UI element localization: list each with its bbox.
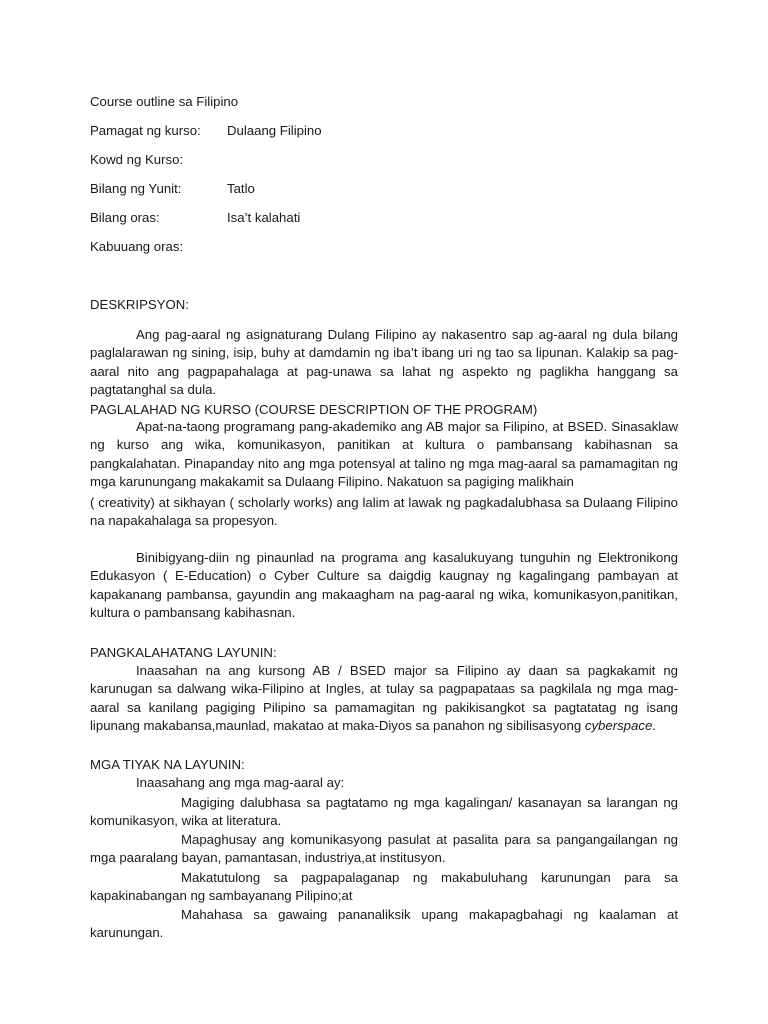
field-label: Kowd ng Kurso:	[90, 152, 184, 167]
tiyak-intro: Inaasahang ang mga mag-aaral ay:	[136, 775, 345, 790]
paragraph-pangkalahatan	[90, 662, 678, 736]
heading-deskripsyon: DESKRIPSYON:	[90, 297, 189, 312]
field-label: Bilang ng Yunit:	[90, 181, 182, 196]
field-label: Pamagat ng kurso:	[90, 123, 201, 138]
heading-paglalahad: PAGLALAHAD NG KURSO (COURSE DESCRIPTION OF THE PROGRAM)	[90, 402, 538, 417]
field-label: Bilang oras:	[90, 210, 160, 225]
paragraph-paglalahad-3: Binibigyang-diin ng pinaunlad na programa ang kasalukuyang tunguhin ng Elektronikong Edukasyon ( E-Education) o Cyber Culture sa daigdig kaugnay ng kagalingang pambayan at kapakanang pambansa, gayundin ang makaagham na pag-aaral ng wika, komunikasyon,panitikan, kultura o pambansang kabihasnan.	[90, 550, 678, 621]
document-title: Course outline sa Filipino	[90, 94, 239, 109]
heading-pangkalahatan: PANGKALAHATANG LAYUNIN:	[90, 645, 277, 660]
field-label: Kabuuang oras:	[90, 239, 184, 254]
objective-item: Mapaghusay ang komunikasyong pasulat at pasalita para sa pangangailangan ng mga paaralang bayan, pamantasan, industriya,at institusyon.	[90, 832, 678, 866]
field-value: Dulaang Filipino	[227, 123, 322, 138]
field-value: Isa’t kalahati	[227, 210, 301, 225]
heading-tiyak: MGA TIYAK NA LAYUNIN:	[90, 757, 245, 772]
paragraph-deskripsyon: Ang pag-aaral ng asignaturang Dulang Filipino ay nakasentro sap ag-aaral ng dula bilang paglalarawan ng sining, isip, buhy at damdamin ng iba’t ibang uri ng tao sa lipunan. Kalakip sa pag-aaral nito ang pagpapahalaga at pag-unawa sa lahat ng aspekto ng paglikha hanggang sa pagtatanghal sa dula.	[90, 327, 678, 398]
pangkalahatan-italic: cyberspace	[584, 718, 653, 734]
pangkalahatan-text: Inaasahan na ang kursong AB / BSED major sa Filipino ay daan sa pagkakamit ng karunugan sa dalwang wika-Filipino at Ingles, at tulay sa pagpapataas sa pagkilala ng mga mag-aaral sa kanilang pagiging Pilipino sa pamamagitan ng pakikisangkot sa pagtatatag ng isang lipunang makabansa,maunlad, makatao at maka-Diyos sa panahon ng sibilisasyong	[90, 663, 678, 734]
pangkalahatan-end: .	[652, 718, 656, 734]
objective-item: Mahahasa sa gawaing pananaliksik upang makapagbahagi ng kaalaman at karunungan.	[90, 907, 678, 941]
paragraph-paglalahad-1: Apat-na-taong programang pang-akademiko ang AB major sa Filipino, at BSED. Sinasaklaw ng kurso ang wika, komunikasyon, panitikan at kultura o pambansang kabihasnan sa pangkalahatan. Pinapanday nito ang mga potensyal at talino ng mga mag-aaral sa pamamagitan ng mga karunungang makakamit sa Dulaang Filipino. Nakatuon sa pagiging malikhain	[90, 419, 678, 490]
objective-item: Makatutulong sa pagpapalaganap ng makabuluhang karunungan para sa kapakinabangan ng sambayanang Pilipino;at	[90, 870, 678, 904]
field-value: Tatlo	[227, 181, 255, 196]
objective-item: Magiging dalubhasa sa pagtatamo ng mga kagalingan/ kasanayan sa larangan ng komunikasyon, wika at literatura.	[90, 795, 678, 829]
paragraph-paglalahad-2: ( creativity) at sikhayan ( scholarly works) ang lalim at lawak ng pagkadalubhasa sa Dulaang Filipino na napakahalaga sa propesyon.	[90, 495, 678, 529]
